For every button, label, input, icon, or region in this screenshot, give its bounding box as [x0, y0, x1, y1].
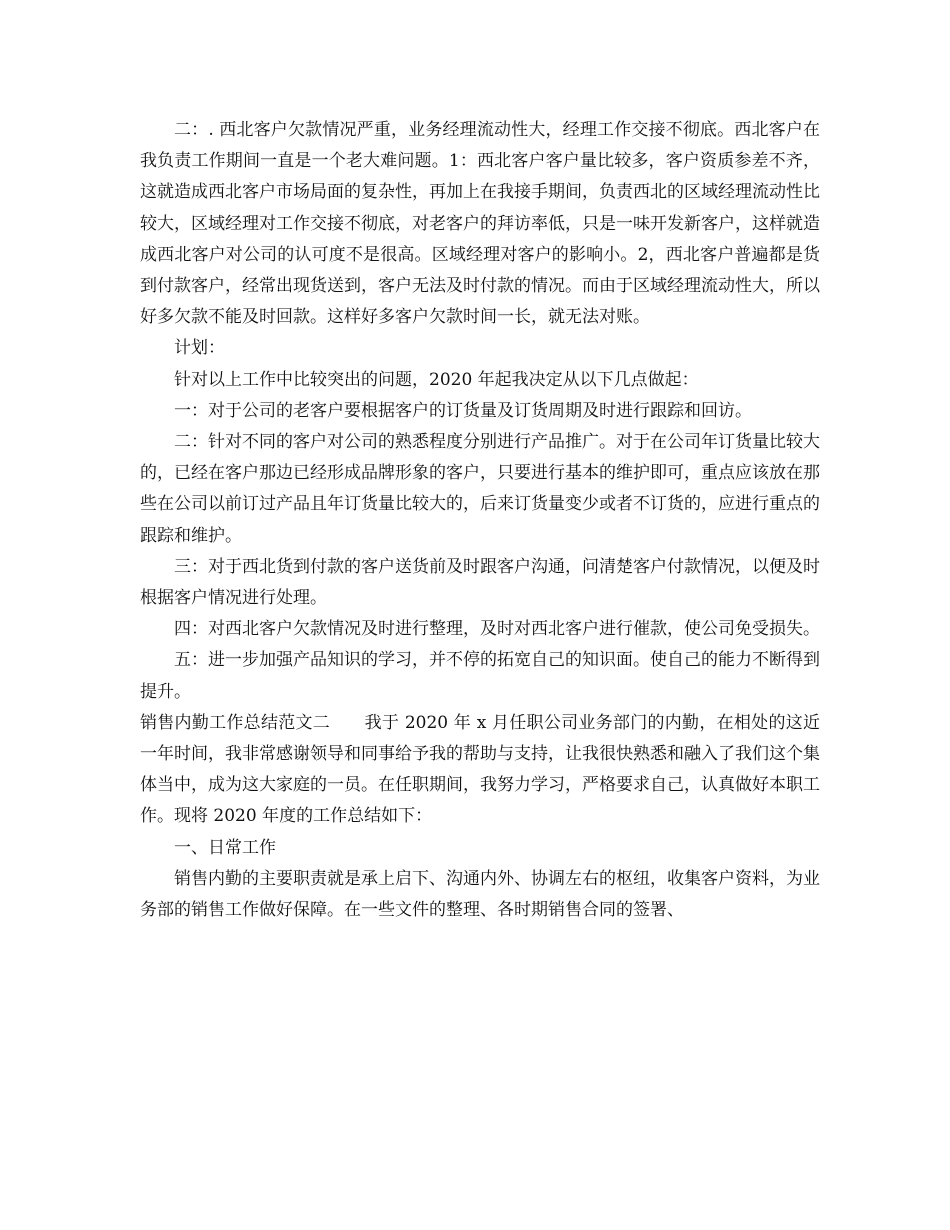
- paragraph-daily-work: 销售内勤的主要职责就是承上启下、沟通内外、协调左右的枢纽，收集客户资料，为业务部的销售工作做好保障。在一些文件的整理、各时期销售合同的签署、: [140, 868, 820, 921]
- paragraph-plan-item-3: 三：对于西北货到付款的客户送货前及时跟客户沟通，问清楚客户付款情况，以便及时根据客户情况进行处理。: [140, 556, 820, 609]
- paragraph-sample-two: 销售内勤工作总结范文二 我于 2020 年 x 月任职公司业务部门的内勤，在相处的这近一年时间，我非常感谢领导和同事给予我的帮助与支持，让我很快熟悉和融入了我们这个集体当中，成为这大家庭的一员。在任职期间，我努力学习，严格要求自己，认真做好本职工作。现将 2020 年度的工作总结如下：: [140, 712, 820, 827]
- paragraph-plan-intro: 针对以上工作中比较突出的问题，2020 年起我决定从以下几点做起：: [174, 369, 699, 390]
- paragraph-plan-item-1: 一：对于公司的老客户要根据客户的订货量及订货周期及时进行跟踪和回访。: [174, 400, 752, 421]
- paragraph-plan-item-5: 五：进一步加强产品知识的学习，并不停的拓宽自己的知识面。使自己的能力不断得到提升。: [140, 650, 820, 702]
- paragraph-plan-item-4: 四：对西北客户欠款情况及时进行整理，及时对西北客户进行催款，使公司免受损失。: [174, 619, 820, 640]
- paragraph-plan-item-2: 二：针对不同的客户对公司的熟悉程度分别进行产品推广。对于在公司年订货量比较大的，已经在客户那边已经形成品牌形象的客户，只要进行基本的维护即可，重点应该放在那些在公司以前订过产品且年订货量比较大的，后来订货量变少或者不订货的，应进行重点的跟踪和维护。: [140, 432, 820, 546]
- paragraph-northwest-arrears: 二：. 西北客户欠款情况严重，业务经理流动性大，经理工作交接不彻底。西北客户在我负责工作期间一直是一个老大难问题。1：西北客户客户量比较多，客户资质参差不齐，这就造成西北客户市场局面的复杂性，再加上在我接手期间，负责西北的区域经理流动性比较大，区域经理对工作交接不彻底，对老客户的拜访率低，只是一味开发新客户，这样就造成西北客户对公司的认可度不是很高。区域经理对客户的影响小。2，西北客户普遍都是货到付款客户，经常出现货送到，客户无法及时付款的情况。而由于区域经理流动性大，所以好多欠款不能及时回款。这样好多客户欠款时间一长，就无法对账。: [140, 120, 820, 328]
- document-body: [140, 115, 820, 926]
- section-heading-daily-work: 一、日常工作: [174, 837, 276, 858]
- paragraph-plan-label: 计划：: [174, 338, 225, 359]
